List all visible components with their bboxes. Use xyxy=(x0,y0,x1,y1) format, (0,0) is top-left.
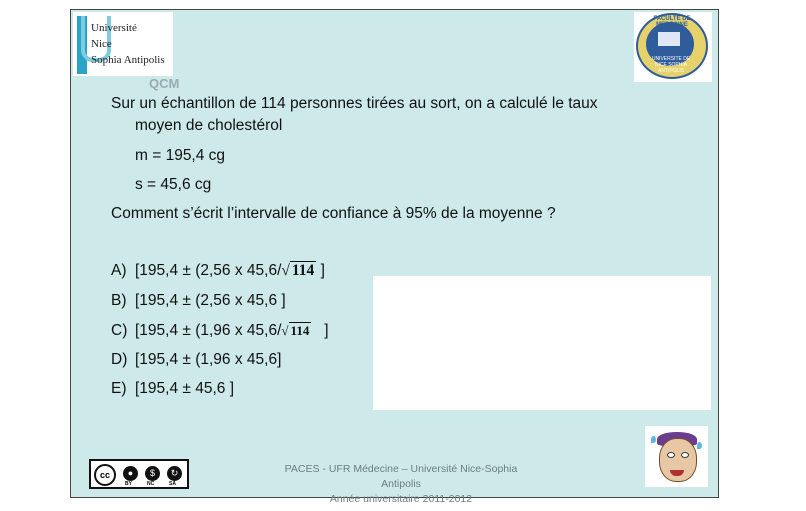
creative-commons-badge xyxy=(89,459,189,489)
by-label: BY xyxy=(125,481,132,487)
cartoon-eye-left xyxy=(667,452,675,458)
answer-letter: D) xyxy=(111,351,128,368)
question-line-1: Sur un échantillon de 114 personnes tirées au sort, on a calculé le taux xyxy=(111,95,598,112)
logo-text-nice: Nice xyxy=(91,38,112,50)
cc-icon: cc xyxy=(94,464,116,486)
sweat-drop-icon xyxy=(651,436,656,443)
stressed-student-cartoon xyxy=(645,426,708,487)
answer-letter: B) xyxy=(111,292,127,309)
by-icon: ● xyxy=(123,466,138,481)
seal-bottom-text: UNIVERSITE DE NICE SOPHIA ANTIPOLIS xyxy=(651,56,691,74)
nc-label: NC xyxy=(147,481,155,487)
sweat-drop-icon xyxy=(697,442,702,449)
answer-b xyxy=(111,292,286,310)
answer-letter: A) xyxy=(111,262,127,279)
sqrt-114: √ 114 xyxy=(281,262,315,279)
slide xyxy=(70,9,719,505)
answer-d xyxy=(111,351,281,369)
logo-text-universite: Université xyxy=(91,22,137,34)
building-icon xyxy=(658,32,680,46)
answer-text: [195,4 ± (2,56 x 45,6/ xyxy=(135,262,282,279)
answer-c xyxy=(111,322,329,340)
seal-top-text: FACULTE DE MEDECINE xyxy=(653,16,691,28)
answer-text: [195,4 ± 45,6 ] xyxy=(135,380,234,397)
answer-a xyxy=(111,262,325,280)
sqrt-114: √ 114 xyxy=(281,323,310,338)
cartoon-eye-right xyxy=(681,452,689,458)
footer xyxy=(271,462,531,507)
answer-letter: C) xyxy=(111,322,128,339)
footer-line-1: PACES - UFR Médecine – Université Nice-Sophia Antipolis xyxy=(284,463,518,490)
answer-close: ] xyxy=(320,262,325,279)
answer-overlay-box xyxy=(373,276,711,410)
answer-letter: E) xyxy=(111,380,127,397)
nc-icon: $ xyxy=(145,466,160,481)
answer-text: [195,4 ± (1,96 x 45,6/ xyxy=(135,322,282,339)
faculte-medecine-seal xyxy=(634,12,712,82)
answer-text: [195,4 ± (2,56 x 45,6 ] xyxy=(135,292,286,309)
sa-icon: ↻ xyxy=(167,466,182,481)
sa-label: SA xyxy=(169,481,176,487)
answer-e xyxy=(111,380,234,398)
question-line-2: moyen de cholestérol xyxy=(135,117,283,134)
question-prompt: Comment s’écrit l’intervalle de confiance à 95% de la moyenne ? xyxy=(111,205,556,222)
footer-line-2: Année universitaire 2011-2012 xyxy=(329,493,473,505)
qcm-label: QCM xyxy=(149,76,180,91)
logo-text-sophia: Sophia Antipolis xyxy=(91,54,165,66)
universite-logo xyxy=(73,12,173,76)
mean-value: m = 195,4 cg xyxy=(135,147,226,164)
answer-text: [195,4 ± (1,96 x 45,6] xyxy=(135,351,282,368)
sd-value: s = 45,6 cg xyxy=(135,176,212,193)
answer-close: ] xyxy=(324,322,329,339)
